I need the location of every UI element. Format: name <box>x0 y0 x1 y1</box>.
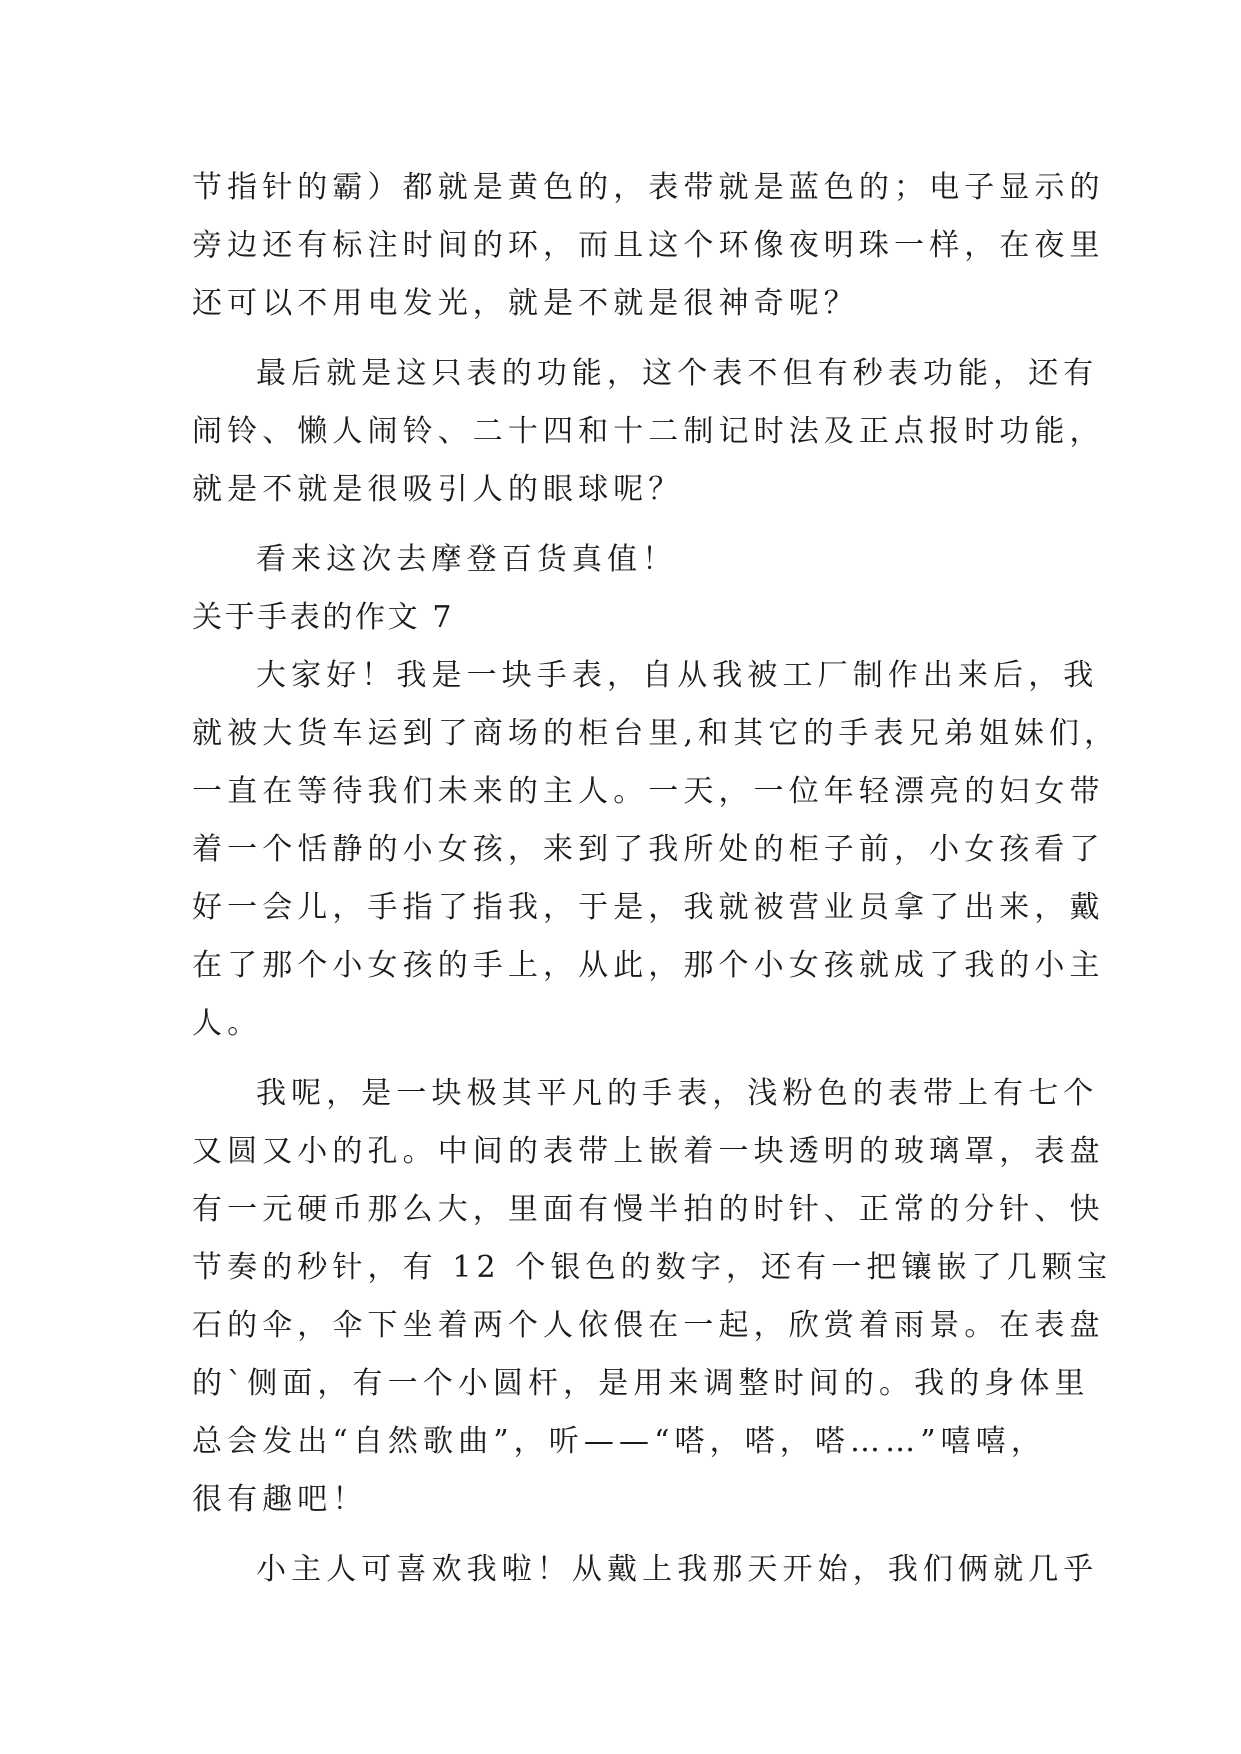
text-line: 好一会儿，手指了指我，于是，我就被营业员拿了出来，戴 <box>192 890 1105 925</box>
paragraph <box>192 1065 1113 1529</box>
text-line: 有一元硬币那么大，里面有慢半拍的时针、正常的分针、快 <box>192 1192 1105 1227</box>
section-heading <box>192 589 1058 647</box>
text-line: 很有趣吧！ <box>192 1482 368 1517</box>
text-line: 最后就是这只表的功能，这个表不但有秒表功能，还有 <box>256 356 1099 391</box>
paragraph <box>192 345 1105 519</box>
paragraph <box>192 531 1058 589</box>
text-line: 节指针的霸）都就是黄色的，表带就是蓝色的；电子显示的 <box>192 170 1105 205</box>
text-line: 大家好！我是一块手表，自从我被工厂制作出来后，我 <box>256 658 1099 693</box>
text-line: 人。 <box>192 1006 263 1041</box>
text-line: 我呢，是一块极其平凡的手表，浅粉色的表带上有七个 <box>256 1076 1099 1111</box>
paragraph <box>192 647 1120 1053</box>
text-line: 看来这次去摩登百货真值！ <box>256 542 678 577</box>
text-line: 还可以不用电发光，就是不就是很神奇呢？ <box>192 286 859 321</box>
heading-text: 关于手表的作文 7 <box>192 600 455 635</box>
text-line: 闹铃、懒人闹铃、二十四和十二制记时法及正点报时功能， <box>192 414 1105 449</box>
text-line: 石的伞，伞下坐着两个人依偎在一起，欣赏着雨景。在表盘 <box>192 1308 1105 1343</box>
text-line: 节奏的秒针，有 12 个银色的数字，还有一把镶嵌了几颗宝 <box>192 1250 1113 1285</box>
text-line: 就是不就是很吸引人的眼球呢？ <box>192 472 684 507</box>
paragraph <box>192 159 1105 333</box>
text-line: 又圆又小的孔。中间的表带上嵌着一块透明的玻璃罩，表盘 <box>192 1134 1105 1169</box>
text-line: 一直在等待我们未来的主人。一天，一位年轻漂亮的妇女带 <box>192 774 1105 809</box>
text-line: 就被大货车运到了商场的柜台里,和其它的手表兄弟姐妹们， <box>192 716 1120 751</box>
document-body <box>192 159 1120 1599</box>
text-line: 着一个恬静的小女孩，来到了我所处的柜子前，小女孩看了 <box>192 832 1105 867</box>
text-line: 在了那个小女孩的手上，从此，那个小女孩就成了我的小主 <box>192 948 1105 983</box>
text-line: 旁边还有标注时间的环，而且这个环像夜明珠一样，在夜里 <box>192 228 1105 263</box>
text-line: 小主人可喜欢我啦！从戴上我那天开始，我们俩就几乎 <box>256 1552 1099 1587</box>
text-line: 的`侧面，有一个小圆杆，是用来调整时间的。我的身体里 <box>192 1366 1090 1401</box>
paragraph <box>192 1541 1099 1599</box>
text-line: 总会发出“自然歌曲”，听——“嗒，嗒，嗒……”嘻嘻， <box>192 1424 1046 1459</box>
